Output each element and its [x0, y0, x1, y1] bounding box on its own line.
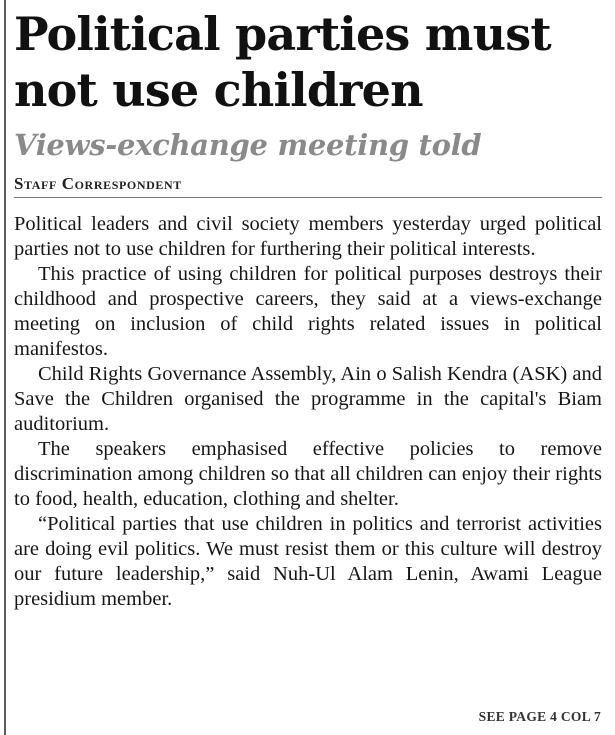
paragraph-4: The speakers emphasised effective policies to remove discrimination among children so that all children can enjoy their rights to food, health, education, clothing and shelter.	[14, 438, 602, 510]
column-divider-rule	[4, 0, 6, 735]
paragraph-1: Political leaders and civil society members yesterday urged political parties not to use children for furthering their political interests.	[14, 213, 602, 260]
byline-divider	[14, 197, 602, 198]
paragraph-5: “Political parties that use children in politics and terrorist activities are doing evil politics. We must resist them or this culture will destroy our future leadership,” said Nuh-Ul Alam Lenin, Awami League presidium member.	[14, 513, 602, 610]
continuation-reference: SEE PAGE 4 COL 7	[478, 709, 601, 724]
headline	[14, 6, 604, 118]
paragraph-2: This practice of using children for political purposes destroys their childhood and prospective careers, they said at a views-exchange meeting on inclusion of child rights related issues in political manifestos.	[14, 263, 602, 360]
subheadline: Views-exchange meeting told	[14, 128, 482, 162]
paragraph-3: Child Rights Governance Assembly, Ain o Salish Kendra (ASK) and Save the Children organised the programme in the capital's Biam auditorium.	[14, 363, 602, 435]
headline-line-1: Political parties must	[14, 7, 551, 61]
byline: Staff Correspondent	[14, 174, 182, 193]
headline-line-2: not use children	[14, 63, 423, 117]
article-body	[14, 212, 602, 612]
